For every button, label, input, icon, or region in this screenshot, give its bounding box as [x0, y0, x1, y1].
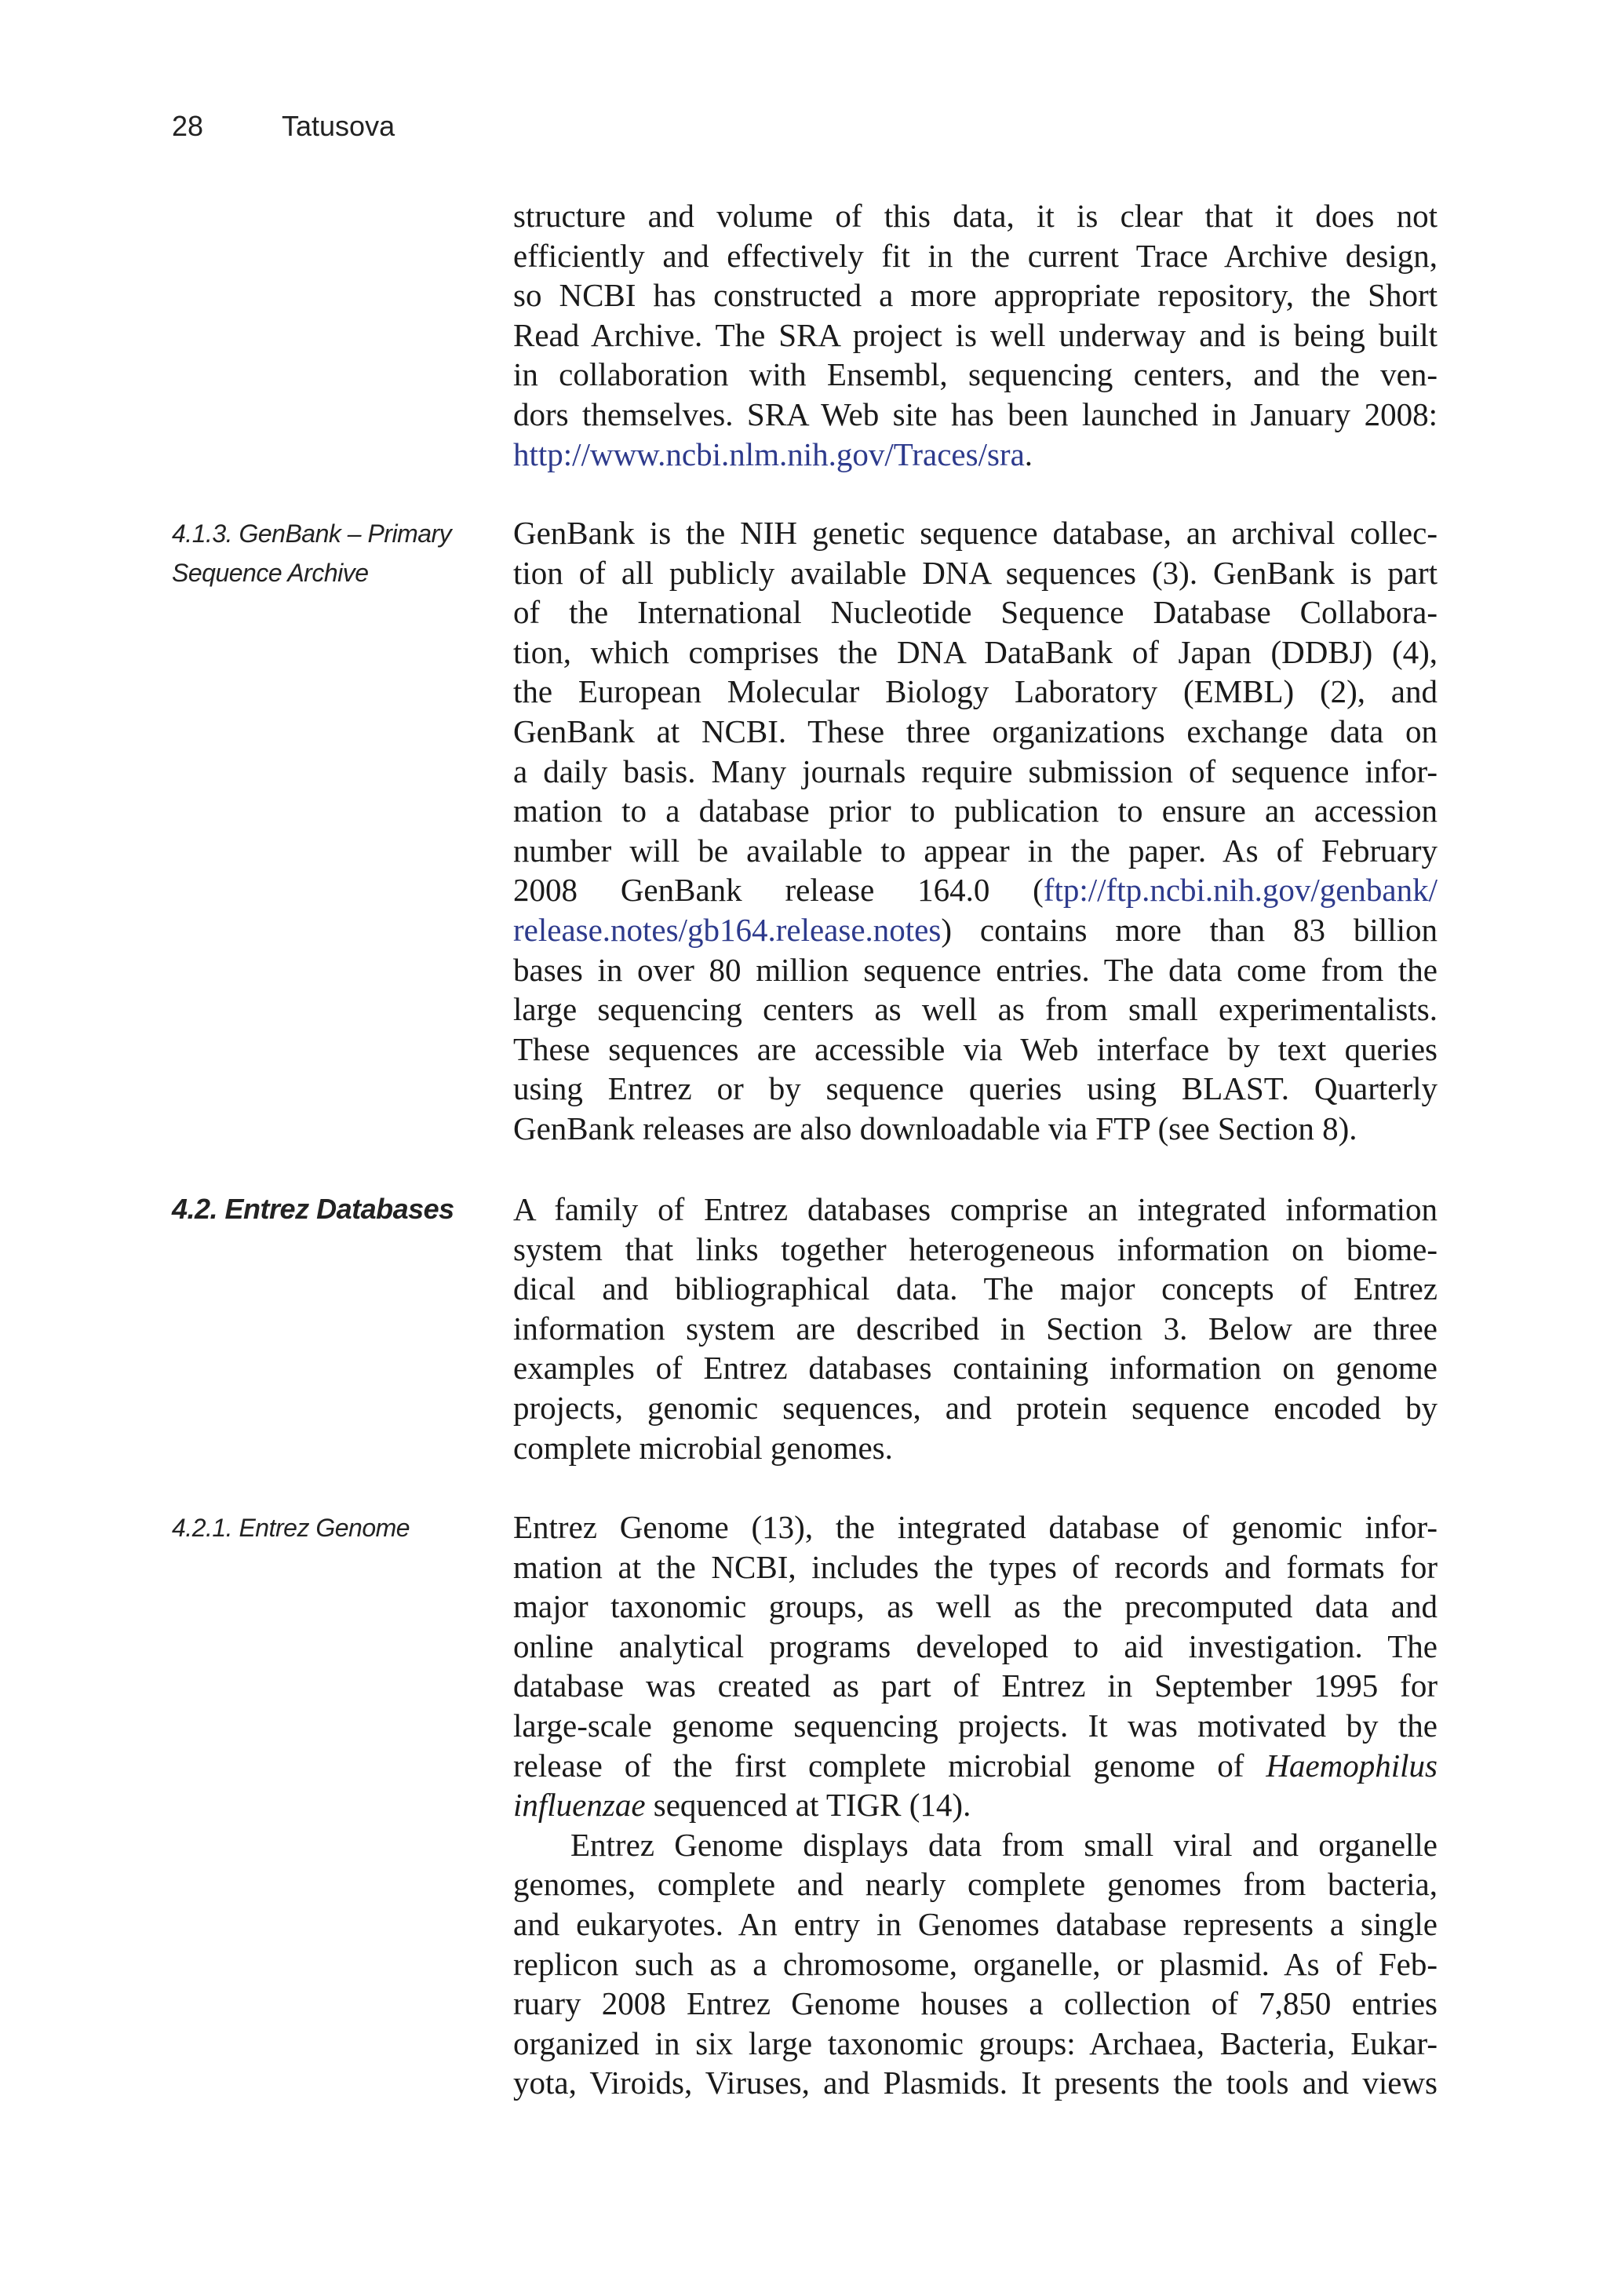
text-line: system that links together heterogeneous information on biome-: [513, 1230, 1438, 1267]
genbank-release-suffix: ) contains more than 83 billion: [941, 911, 1438, 948]
text-line: complete microbial genomes.: [513, 1429, 893, 1466]
text-line: bases in over 80 million sequence entries. The data come from the: [513, 951, 1438, 988]
text-line: replicon such as a chromosome, organelle, or plasmid. As of Feb-: [513, 1945, 1438, 1982]
text-line: a daily basis. Many journals require submission of sequence infor-: [513, 753, 1438, 789]
paragraph-entrez-databases: [513, 1190, 1438, 1467]
text-line: mation to a database prior to publication to ensure an accession: [513, 793, 1438, 829]
text-line: GenBank is the NIH genetic sequence database, an archival collec-: [513, 515, 1438, 551]
link-suffix: .: [1024, 436, 1033, 472]
text-line: [513, 910, 1438, 950]
text-line: tion, which comprises the DNA DataBank of Japan (DDBJ) (4),: [513, 633, 1438, 670]
paragraph-entrez-genome-1: [513, 1507, 1438, 2103]
text-line: [513, 870, 1438, 910]
paragraph-genbank: [513, 513, 1438, 1149]
text-line: Entrez Genome (13), the integrated database of genomic infor-: [513, 1509, 1438, 1545]
text-line: database was created as part of Entrez in September 1995 for: [513, 1667, 1438, 1704]
text-line: structure and volume of this data, it is clear that it does not: [513, 198, 1438, 234]
text-line: yota, Viroids, Viruses, and Plasmids. It presents the tools and views: [513, 2065, 1438, 2101]
text-line: so NCBI has constructed a more appropriate repository, the Short: [513, 277, 1438, 314]
text-line: [513, 435, 1438, 475]
text-line: [513, 1746, 1438, 1786]
heading-line: 4.1.3. GenBank – Primary: [172, 519, 452, 548]
running-author: Tatusova: [282, 110, 395, 142]
text-line: number will be available to appear in the paper. As of February: [513, 832, 1438, 869]
text-line: and eukaryotes. An entry in Genomes database represents a single: [513, 1905, 1438, 1942]
text-line: organized in six large taxonomic groups: Archaea, Bacteria, Eukar-: [513, 2024, 1438, 2061]
section-heading-entrez-databases: 4.2. Entrez Databases: [172, 1193, 454, 1225]
text-fragment: sequenced at TIGR (14).: [645, 1787, 971, 1824]
text-line: efficiently and effectively fit in the current Trace Archive design,: [513, 237, 1438, 274]
text-line: projects, genomic sequences, and protein sequence encoded by: [513, 1389, 1438, 1426]
text-line: major taxonomic groups, as well as the precomputed data and: [513, 1588, 1438, 1625]
heading-line: Sequence Archive: [172, 559, 369, 587]
sra-url-link[interactable]: http://www.ncbi.nlm.nih.gov/Traces/sra: [513, 436, 1025, 472]
text-line: information system are described in Section 3. Below are three: [513, 1310, 1438, 1347]
text-line: online analytical programs developed to aid investigation. The: [513, 1627, 1438, 1664]
text-line: [513, 1785, 1438, 1825]
section-heading-entrez-genome: 4.2.1. Entrez Genome: [172, 1514, 410, 1542]
species-name-genus: Haemophilus: [1266, 1747, 1438, 1784]
text-line: of the International Nucleotide Sequence Database Collabora-: [513, 594, 1438, 631]
text-line: GenBank releases are also downloadable via FTP (see Section 8).: [513, 1110, 1357, 1146]
text-line: the European Molecular Biology Laboratory (EMBL) (2), and: [513, 673, 1438, 710]
ftp-link-part1[interactable]: ftp://ftp.ncbi.nih.gov/genbank/: [1043, 872, 1438, 909]
text-line: large-scale genome sequencing projects. It was motivated by the: [513, 1707, 1438, 1744]
text-line: dors themselves. SRA Web site has been launched in January 2008:: [513, 395, 1438, 432]
running-head: [172, 110, 395, 143]
text-line: examples of Entrez databases containing information on genome: [513, 1350, 1438, 1387]
ftp-link-part2[interactable]: release.notes/gb164.release.notes: [513, 911, 942, 948]
text-line: dical and bibliographical data. The major concepts of Entrez: [513, 1270, 1438, 1307]
text-line: using Entrez or by sequence queries using BLAST. Quarterly: [513, 1070, 1438, 1107]
genbank-release-prefix: 2008 GenBank release 164.0 (: [513, 872, 1044, 909]
text-line: ruary 2008 Entrez Genome houses a collection of 7,850 entries: [513, 1985, 1438, 2022]
text-line: GenBank at NCBI. These three organizations exchange data on: [513, 712, 1438, 749]
text-line: Entrez Genome displays data from small viral and organelle: [570, 1826, 1438, 1863]
text-line: tion of all publicly available DNA sequences (3). GenBank is part: [513, 554, 1438, 591]
text-line: large sequencing centers as well as from small experimentalists.: [513, 991, 1438, 1028]
paragraph-sra-continuation: [513, 196, 1438, 474]
text-line: These sequences are accessible via Web interface by text queries: [513, 1030, 1438, 1067]
text-line: genomes, complete and nearly complete genomes from bacteria,: [513, 1866, 1438, 1903]
text-line: A family of Entrez databases comprise an integrated information: [513, 1191, 1438, 1227]
text-line: Read Archive. The SRA project is well underway and is being built: [513, 316, 1438, 353]
page-number: 28: [172, 110, 204, 142]
text-fragment: release of the first complete microbial genome of: [513, 1747, 1266, 1784]
text-line: in collaboration with Ensembl, sequencing centers, and the ven-: [513, 356, 1438, 393]
section-heading-genbank: [172, 514, 470, 592]
text-line: mation at the NCBI, includes the types of records and formats for: [513, 1548, 1438, 1585]
species-name-epithet: influenzae: [513, 1787, 646, 1824]
